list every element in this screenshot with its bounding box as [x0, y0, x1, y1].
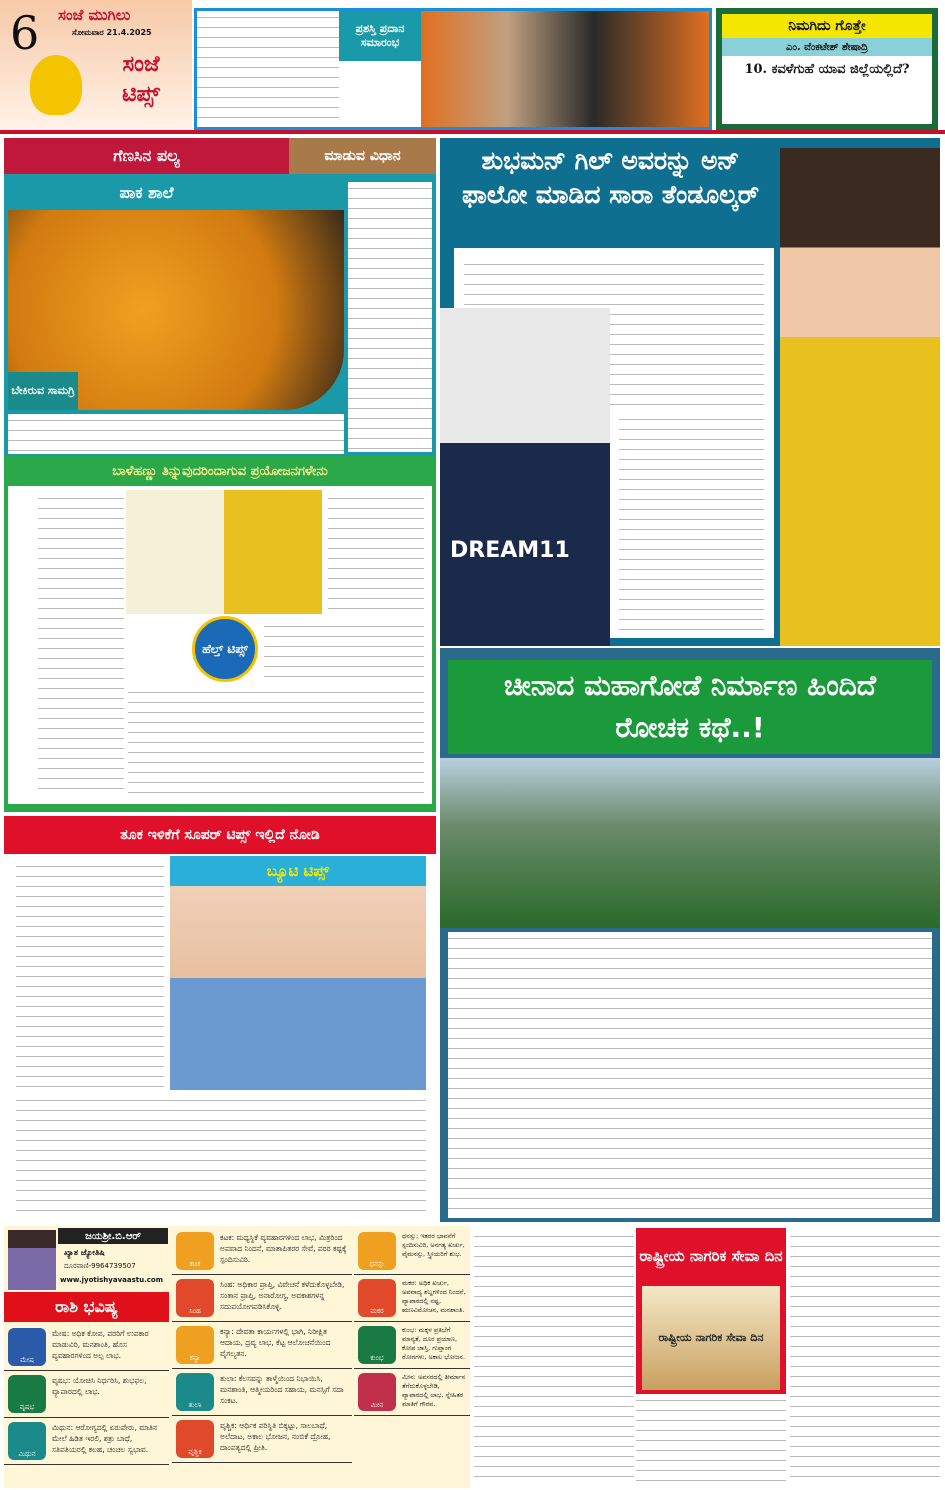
issue-date: ಸೋಮವಾರ 21.4.2025 — [72, 28, 152, 37]
horoscope-item — [354, 1322, 470, 1369]
horoscope-text: ಮಿಥುನ: ಆರೋಗ್ಯದಲ್ಲಿ ಏರುಪೇರು, ಮಾತಿನ ಮೇಲೆ ಹಿಡಿತ ಇರಲಿ, ಶತ್ರು ಬಾಧೆ, ಸತಿಪತಿಯರಲ್ಲಿ ಕಲಹ, ಚಂಚಲ ಸ್ವಭಾವ. — [52, 1423, 158, 1454]
civil-image: ರಾಷ್ಟ್ರೀಯ ನಾಗರಿಕ ಸೇವಾ ದಿನ — [642, 1286, 780, 1390]
award-text — [197, 11, 339, 127]
zodiac-icon: ಮೀನ — [358, 1373, 396, 1411]
banana-text-3 — [128, 686, 424, 796]
zodiac-icon: ವೃಶ್ಚಿಕ — [176, 1420, 214, 1458]
gill-photo — [440, 308, 610, 646]
zodiac-icon: ಮಕರ — [358, 1279, 396, 1317]
sara-section — [440, 138, 940, 646]
banana-photo — [126, 490, 322, 614]
horoscope-section — [4, 1226, 470, 1488]
horoscope-item — [172, 1322, 352, 1369]
beauty-tips-badge: ಬ್ಯೂಟಿ ಟಿಪ್ಸ್ — [170, 856, 426, 886]
civil-text-1 — [474, 1230, 634, 1486]
paper-name: ಸಂಜೆ ಮುಗಿಲು — [58, 6, 131, 24]
horoscope-text: ಸಿಂಹ: ಅಧಿಕಾರ ಪ್ರಾಪ್ತಿ, ವಿವೇಚನೆ ಕಳೆದುಕೊಳ್ಳಬೇಡಿ, ಸಂತಾನ ಪ್ರಾಪ್ತಿ, ಅನಾರೋಗ್ಯ, ಅವಕಾಶಗಳನ್ನ ಸದುಪಯೋಗಪಡಿಸಿಕೊಳ್ಳಿ. — [220, 1280, 345, 1311]
horoscope-item — [172, 1416, 352, 1463]
sara-title: ಶುಭಮನ್ ಗಿಲ್ ಅವರನ್ನು ಅನ್ ಫಾಲೋ ಮಾಡಿದ ಸಾರಾ ತೆಂಡೂಲ್ಕರ್ — [461, 146, 760, 209]
civil-text-2 — [636, 1394, 786, 1488]
bulb-icon — [30, 55, 82, 115]
recipe-section-label: ಪಾಕ ಶಾಲೆ — [119, 183, 174, 202]
divider — [0, 130, 945, 134]
recipe-section — [4, 138, 436, 456]
ingredients-label: ಬೇಕಿರುವ ಸಾಮಗ್ರಿ — [8, 372, 78, 410]
horoscope-item — [4, 1324, 169, 1371]
zodiac-icon: ಕನ್ಯಾ — [176, 1326, 214, 1364]
horoscope-text: ಮೇಷ: ಅಧಿಕ ಕೋಪ, ಪರರಿಗೆ ಉಪಕಾರ ಮಾಡುವಿರಿ, ಮನಶಾಂತಿ, ಹೊಸ ವ್ಯವಹಾರಗಳಿಂದ ಅಲ್ಪ ಲಾಭ. — [52, 1329, 149, 1360]
banana-title: ಬಾಳೆಹಣ್ಣು ತಿನ್ನುವುದರಿಂದಾಗುವ ಪ್ರಯೋಜನಗಳೇನು — [112, 463, 328, 479]
section-logo: ಸಂಜೆ ಟಿಪ್ಸ್ — [122, 52, 160, 107]
sara-photo — [780, 148, 940, 646]
quiz-question: 10. ಕವಳೆಗುಹೆ ಯಾವ ಜಿಲ್ಲೆಯಲ್ಲಿದೆ? — [744, 62, 910, 77]
civil-box — [636, 1228, 786, 1488]
astrologer-role: ಖ್ಯಾತ ಜ್ಯೋತಿಷಿ — [64, 1248, 105, 1257]
wall-photo — [440, 758, 940, 928]
horoscope-item — [354, 1228, 470, 1275]
astrologer-photo — [8, 1230, 56, 1290]
zodiac-icon: ವೃಷಭ — [8, 1375, 46, 1413]
zodiac-icon: ಮೇಷ — [8, 1328, 46, 1366]
horoscope-text: ಮಕರ: ಅಧಿಕ ಖರ್ಚು, ಅಪವಾದ್ಯ ಶಬ್ದಗಳಿಂದ ನಿಂದನೆ, ವ್ಯಾಪಾರದಲ್ಲಿ ನಷ್ಟ, ಋಣವಿಮೋಚನ, ಮನಶಾಂತಿ. — [402, 1279, 466, 1314]
banana-text-1 — [38, 492, 124, 792]
weight-photo — [170, 886, 426, 1090]
zodiac-icon: ಕಟಕ — [176, 1232, 214, 1270]
weight-text-2 — [16, 1094, 426, 1218]
astrologer-website[interactable]: www.jyotishyavaastu.com — [60, 1276, 163, 1284]
horoscope-text: ಕುಂಭ: ಮಕ್ಕಳ ಪ್ರತಿಭೆಗೆ ಮಾನ್ಯತೆ, ದೂರ ಪ್ರಯಾಣ, ಕೋಪ ಜಾಸ್ತಿ, ಗುಪ್ತಾಂಗ ರೋಗಗಳು, ಅಕಾಲ ಭೋಜನ. — [402, 1326, 466, 1361]
zodiac-icon: ಮಿಥುನ — [8, 1422, 46, 1460]
quiz-author: ಎಂ. ವೆಂಕಟೇಶ್ ಶೇಷಾದ್ರಿ — [722, 38, 932, 56]
horoscope-item — [4, 1371, 169, 1418]
recipe-title: ಗೆಣಸಿನ ಪಲ್ಯ — [4, 138, 289, 174]
astrologer-name: ಜಯಶ್ರೀ.ಬಿ.ಆರ್ — [58, 1228, 168, 1244]
zodiac-icon: ಸಿಂಹ — [176, 1279, 214, 1317]
ingredients-text — [8, 414, 344, 454]
zodiac-icon: ಕುಂಭ — [358, 1326, 396, 1364]
award-photo — [421, 11, 709, 127]
zodiac-icon: ತುಲಾ — [176, 1373, 214, 1411]
horoscope-text: ಮೀನ: ಅವಸರದಲ್ಲಿ ತೀರ್ಮಾನ ತೆಗೆದುಕೊಳ್ಳಬೇಡಿ, ವ್ಯಾಪಾರದಲ್ಲಿ ಲಾಭ, ಸ್ನೇಹಿತರ ಮಾತಿಗೆ ಗೌರವ. — [402, 1373, 466, 1408]
quiz-title: ನಿಮಗಿದು ಗೊತ್ತೇ — [722, 14, 932, 38]
weight-title: ತೂಕ ಇಳಿಕೆಗೆ ಸೂಪರ್ ಟಿಪ್ಸ್ ಇಲ್ಲಿದೆ ನೋಡಿ — [4, 816, 436, 854]
horoscope-item — [354, 1369, 470, 1416]
page-number: 6 — [10, 6, 40, 60]
horoscope-item — [172, 1275, 352, 1322]
horoscope-item — [354, 1275, 470, 1322]
wall-title: ಚೀನಾದ ಮಹಾಗೋಡೆ ನಿರ್ಮಾಣ ಹಿಂದಿದೆ ರೋಚಕ ಕಥೆ..! — [448, 660, 932, 754]
horoscope-text: ವೃಷಭ: ಯೋಚಿಸಿ ನಿರ್ಧರಿಸಿ, ಶುಭಫಲ, ವ್ಯಾಪಾರದಲ್ಲಿ ಲಾಭ. — [52, 1376, 147, 1396]
civil-title: ರಾಷ್ಟ್ರೀಯ ನಾಗರಿಕ ಸೇವಾ ದಿನ — [639, 1247, 783, 1265]
method-text — [348, 182, 432, 452]
award-title: ಪ್ರಶಸ್ತಿ ಪ್ರದಾನ ಸಮಾರಂಭ — [339, 11, 421, 61]
astrologer-phone: ದೂರವಾಣಿ-9964739507 — [64, 1262, 136, 1270]
banana-text-4 — [264, 620, 424, 682]
horoscope-text: ಕನ್ಯಾ: ದೇವತಾ ಕಾರ್ಯಗಳಲ್ಲಿ ಭಾಗಿ, ನಿರೀಕ್ಷಿತ ಆದಾಯ, ದ್ರವ್ಯ ಲಾಭ, ಕೆಟ್ಟ ಆಲೋಚನೆಯಿಂದ ವೈಗಲ್ಯತನ. — [220, 1327, 331, 1358]
sara-text-2 — [619, 413, 764, 633]
horoscope-title: ರಾಶಿ ಭವಿಷ್ಯ — [4, 1292, 169, 1322]
award-story — [194, 8, 712, 130]
zodiac-icon: ಧನಸ್ಸು — [358, 1232, 396, 1270]
horoscope-item — [172, 1228, 352, 1275]
civil-text-3 — [790, 1230, 940, 1486]
weight-text-1 — [16, 860, 164, 1110]
horoscope-text: ಧನಸ್ಸು: ಇತರರ ಭಾವನೆಗೆ ಸ್ಪಂದಿಸುವಿರಿ, ಅನಗತ್ಯ ಖರ್ಚು, ವೈಮನಸ್ಸು, ಸ್ತ್ರೀಯರಿಗೆ ಶುಭ. — [402, 1232, 465, 1258]
weight-section — [4, 816, 436, 1222]
horoscope-text: ತುಲಾ: ಕೆಲಸವನ್ನು ತಾಳ್ಮೆಯಿಂದ ನಿಭಾಯಿಸಿ, ಮನಶಾಂತಿ, ಆತ್ಮೀಯರಿಂದ ಸಹಾಯ, ಮನಸ್ಸಿಗೆ ಸದಾ ಸಂಕಟ. — [220, 1374, 344, 1405]
horoscope-text: ವೃಶ್ಚಿಕ: ಆರ್ಥಿಕ ಪರಿಸ್ಥಿತಿ ಬಿಕ್ಕಟ್ಟು, ಸಾಲಬಾಧೆ, ಅಲೆದಾಟ, ಅಕಾಲ ಭೋಜನ, ನಂಬಿಕೆ ದ್ರೋಹ, ದಾಂಪತ್ಯದಲ್ಲಿ ಪ್ರೀತಿ. — [220, 1421, 331, 1452]
health-tips-badge: ಹೆಲ್ತ್ ಟಿಪ್ಸ್ — [192, 616, 258, 682]
masthead — [0, 0, 192, 132]
banana-section — [4, 456, 436, 812]
recipe-method-label: ಮಾಡುವ ವಿಧಾನ — [289, 138, 436, 174]
wall-text — [448, 932, 932, 1218]
horoscope-item — [4, 1418, 169, 1465]
wall-section — [440, 648, 940, 1222]
banana-text-2 — [328, 492, 424, 616]
horoscope-text: ಕಟಕ: ಮಧ್ಯಸ್ಥಿಕೆ ವ್ಯವಹಾರಗಳಿಂದ ಲಾಭ, ಮಿತ್ರರಿಂದ ಅಪವಾದ ನಿಂದನೆ, ಮಾತಾಪಿತರರ ಸೇವೆ, ಪರರ ಕಷ್ಟಕ್ಕೆ ಸ್ಪಂದಿಸುವಿರಿ. — [220, 1233, 347, 1264]
quiz-box — [716, 8, 938, 130]
jersey-sponsor: DREAM11 — [450, 538, 570, 563]
horoscope-item — [172, 1369, 352, 1416]
